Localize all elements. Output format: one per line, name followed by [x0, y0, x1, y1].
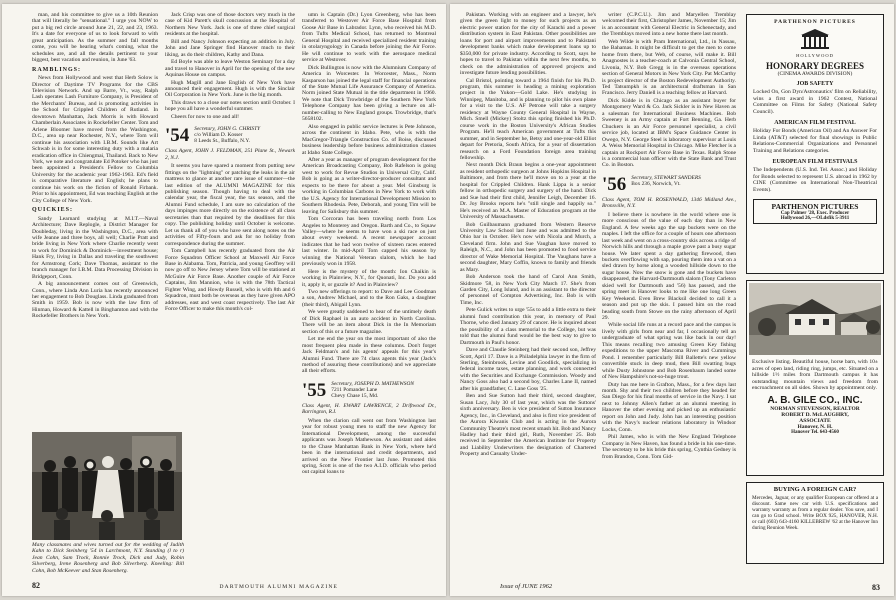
agent-56: Class Agent, TOM H. ROSENWALD: [602, 196, 687, 203]
address-55-2: Chevy Chase 15, Md.: [331, 392, 379, 399]
magazine-name: DARTMOUTH ALUMNI MAGAZINE: [219, 584, 339, 590]
photo-caption: Many classmates and wives turned out for the wedding of Judith Kahn to Dick Steinberg '54 in Larchmont, N.Y. Standing (l to r) Jean Cohn, Sam Trock, Ronnie Trock, Dick and Judy, Robin Silverberg, Irene Rosenberg and Bob Silverberg. Kneeling: Bill Cohn, Bob McKeever and Stan Rosenberg.: [32, 542, 184, 574]
column-paragraph: Ben and Sue Sutton had their third, second daughter, Susan Lacy, July 30 of last year, which was the Suttons' sixth anniversary. Ben is vice president of Sutton Insurance Agency, Inc., in Cleveland, and also is first vice president of the Aurora Kiwanis Club and is acting in the Aurora Community Theatre's most recent smash hit. Bob and Nancy Hadley had their third girl, Ruth, November 25. Bob received in September the American Institute for Property and Liability Underwriters the designation of Chartered Property and Casualty Under-: [460, 393, 596, 458]
column-paragraph: A big announcement comes out of Greenwich, Conn., where Linda Ann Luria has recently announced her engagement to Bob Douglass. Linda graduated from Smith in 1959. Bob is now with the law firm of Hinman, Howard & Kattell in Binghamton and with the Rockefeller Brothers in New York.: [32, 281, 158, 320]
gile-address: Hanover, N. H.: [797, 423, 833, 430]
column-paragraph: Let me end the year on the most important of also the most frequent plea made in these columns. Don't forget Jack Feldman's and his agents' appeals for this year's Alumni Fund. There are 74 class agents this year (Jack's method of assuring these contributions) and we appreciate all their efforts.: [302, 336, 436, 375]
agent-55-addr: 2 Driftwood Dr., Barrington, R.I.: [302, 402, 436, 416]
right-col-2: writer (C.P.C.U.). Jim and Maryellen Tremblay welcomed their first, Christopher James, November 15; Jim is an accountant with General Electric in Schenectady, and the Tremblays moved into a new home there last month. Web Wilde is with Pram International, Ltd., in Nassau, the Bahamas. It might be difficult to get the men to come home from there, but Web, of course, will make it. Bill Anagnostes is a teacher-coach at Calvonia Central School, Livonia, N.Y. Bob Gregg is in the overseas operations section of General Motors in New York City. Pat McCarthy is project director of the Boston Redevelopment Authority. Ted Tatsumpkh is an architectural draftsman in San Francisco. Jerry Daniell is a teaching fellow at Harvard. Dick Kidde is in Chicago as an assistant buyer for Montgomery Ward & Co. Jack Sickler is in New Haven as a salesman for International Business Machines. Bob Sweeney is an Army captain at Fort Benning, Ga. Herb Chuckers is an Air Force personnel specialist, a civil service job, located at IBM's Space Guidance Center in Owego, N.Y. George Steel is laboratory supervisor at Louis A. Weiss Memorial Hospital in Chicago. Mike Fletcher is a captain at Rockport Air Force Base in Texas. Ralph Stone is a commercial loan officer with the State Bank and Trust Co. in Boston. '56 Secretary, STEWART SANDERS Box 236, Norwich, Vt. Class Agent, TOM H. ROSENWALD, 1346 Midland Ave., Bronxville, N.Y. I believe there is nowhere in the world where one is more conscious of the value of each day than in New England. A few weeks ago the sap buckets were on the maples. I left the office for a couple of hours one afternoon last week and went on a cross-country skis across a ridge of Norwich hills and through a maple grove past a busy sugar house. We later spent a day gathering firewood, then buckets overflowing with sap, pouring them into a vat on a sled drawn by horse along a wooded hillside down to the sugar house. Now the snow is gone and the buckets have disappeared, the Harvard-Dartmouth slalom (Tony Carleton skied well for Dartmouth and '56) has passed, and the spring meet in Hanover looks to me like one long Green Key Weekend. Even Brew Blacksil decided to call it a season and put up the skis. I passed him on the road heading south from Stowe on the rainy afternoon of April 29. While social life runs at a record pace and the campus is lively with girls from near and far, I occasionally tell an undergraduate of what spring was like back in our day! This means recalling two amusing Green Key fishing expeditions to the upper Mascoma River and Cummings Pond. I remember particularly Bill Ballette's new yellow convertible stuck in deep mud, then Bill swatting bugs while Dusty Johnstone and Bob Rosenbaum landed some of New Hampshire's not-so-huge trout. Duty has me here in Grafton, Mass., for a few days last month. Shy and their two children before they headed for San Diego for his final months of service in the Navy. I sat next to Johnny Allen's father at an alumni meeting in Hanover the other evening and picked up an enthusiastic report on John and Judy. John has an interesting position with the Navy's nuclear relations laboratory in Windsor Locks, Conn. Phil James, who is with the New England Telephone Company in New Haven, has found a bride in his one-time. The secretary to be his bride this spring, Cynthia Gedney is from Brandon, Conn. Tom Gid-: [602, 12, 736, 460]
foreign-car-ad: [746, 482, 884, 564]
column-paragraph: Cheers for now to one and all!: [171, 113, 240, 120]
column-paragraph: Dick Bullington is now with the Alumnium Company of America in Worcester. In Worcester, Mass., Norm Kasparson has joined the legal staff for financial operations of the State Mutual Life Assurance Company of America. Norm joined State Mutual in the title department in 1960. We note that Dick Trowbridge of the Southern New York Telephone Company has been giving a lecture on all-number-calling to New England groups. Trowbridge, that's 5658102.: [302, 64, 436, 123]
column-paragraph: Two new offerings to report: to Dave and Lee Goodman a son, Andrew Michael, and to the Ron Gaks, a daughter (their third), Abigail Lynn.: [302, 289, 436, 308]
column-paragraph: When the clarion call went out from Washington last year for robust young men to staff the new Agency for International Development, among the successful applicants was Joseph Mathewson. As assistant and aides to the Chase Manhattan Bank in New York, where he'd been in the international and credit departments, and arrived on the New Frontier last June. Promoted this spring, Scott is one of the two A.I.D. officials who period out capital loans to: [302, 417, 436, 476]
column-paragraph: I believe there is nowhere in the world where one is more conscious of the value of each day than in New England. A few weeks ago the sap buckets were on the maples. I left the office for a couple of hours one afternoon last week and went on a cross-country skis across a ridge of Norwich hills and through a maple grove past a busy sugar house. We later spent a day gathering firewood, then buckets overflowing with sap, pouring them into a vat on a sled drawn by horse along a wooded hillside down to the sugar house. Now the snow is gone and the buckets have disappeared, the Harvard-Dartmouth slalom (Tony Carleton skied well for Dartmouth and '56) has passed, and the spring meet in Hanover looks to me like one long Green Key Weekend. Even Brew Blacksil decided to call it a season and put up the skis. I passed him on the road heading south from Stowe on the rainy afternoon of April 29.: [602, 211, 736, 322]
job-safety-heading: JOB SAFETY: [796, 81, 834, 87]
class-year-56: '56: [602, 173, 627, 195]
gile-associate-name: ROBERT D. McLAUGHRY,: [781, 411, 849, 418]
parthenon-contact-line2: Hollywood 26,—OLdsfik 5-3911: [780, 216, 850, 221]
address-54-2: 8 Leeds St., Buffalo, N.Y.: [194, 138, 250, 145]
column-paragraph: After a year as manager of program development for the American Broadcasting Company, Bob Rafelson is going west to work for Revue Studios in Universal City, Calif. Bob is going as a writer-director-producer consultant and expects to be there for about a year. Mel Ginsburg is working in Columbian Carbons in New York to work with the U.S. Agency for International Development Mission to Southern Rhodesia. Pete, Deborah, and young Tim will be leaving for Salisbury this summer.: [302, 156, 436, 215]
wedding-photo: [32, 432, 182, 540]
column-paragraph: We were greatly saddened to hear of the untimely death of Dick Raphael in an auto accident in North Carolina. There will be an item about Dick in the In Memoriam section of this or a future magazine.: [302, 309, 436, 335]
column-paragraph: It seems you have spared a moment from putting new fittings on the "lightning" or patching the leaks in the air mattress to glance at another rare issue of summer—the last edition of the ALUMNI MAGAZINE for this publishing season. Though having to deal with the calendar year, the fiscal year, the tax season, and the Alumni Fund schedule, I am sure no calculation of the days impinges more directly on the existence of all class secretaries than that required by the deadlines for this copy. The publishing holiday until October is welcome. Let us thank all of you who have sent along notes on the activities of Fifty-fours and ask for no holiday from correspondence during the summer.: [165, 163, 295, 247]
parthenon-logo-icon: [798, 27, 832, 51]
american-festival-text: Holiday For Bonds (American Oil) and An Answer For Linda (AT&T) selected for final showings in Public Relations-Commercial Organizations and Personnel Training and Relations categories.: [753, 128, 877, 154]
address-56-1: Box 236, Norwich, Vt.: [631, 180, 681, 187]
column-paragraph: Pete Gulick writes to urge '55s to add a little extra to their alumni fund contribution this year, in memory of Paul Thorne, who died January 29 of cancer. He is inquired about the possibility of a class memorial to the College, but was told that the alumni fund would be the best way to give to Dartmouth in Paul's honor.: [460, 307, 596, 346]
left-col-3: umn is Captain (Dr.) Lyon Greenberg, who has been transferred to Westover Air Force Base Hospital from Goose Air Base in Labrador. Lynn, who received his M.D. from Tufts Medical School, has returned to Montreal General Hospital and received specialized resident training in otolaryngology in Canada before joining the Air Force. He will continue to work with the aerospace medical service at Westover. Dick Bullington is now with the Alumnium Company of America in Worcester. In Worcester, Mass., Norm Kasparson has joined the legal staff for financial operations of the State Mutual Life Assurance Company of America. Norm joined State Mutual in the title department in 1960. We note that Dick Trowbridge of the Southern New York Telephone Company has been giving a lecture on all-number-calling to New England groups. Trowbridge, that's 5658102. Also engaged in public service lectures is Pete Johnson, across the continent in Idaho. Pete, who is with the MacGregor-Triangle Construction Co. of Boise, discussed business leadership before business administration classes at Idaho State College. After a year as manager of program development for the American Broadcasting Company, Bob Rafelson is going west to work for Revue Studios in Universal City, Calif. Bob is going as a writer-director-producer consultant and expects to be there for about a year. Mel Ginsburg is working in Columbian Carbons in New York to work with the U.S. Agency for International Development Mission to Southern Rhodesia. Pete, Deborah, and young Tim will be leaving for Salisbury this summer. Tom Corcoran has been traveling north from Los Angeles to Monterey and Oregon. Barth and Co., to Squaw Valley—where he seems to have won a ski race on just about every weekend. A recent newspaper account indicates that he had won twelve of sixteen races entered last winter. In mid-April Tom capped his season by winning the National Veteran slalom, which he had previously won in 1958. Here is the mystery of the month: Ion Chaikin is working in Plainview, N.Y., for Quonati, Inc. Do you add it, apply it, or guzzle it? And in Plainview? Two new offerings to report: to Dave and Lee Goodman a son, Andrew Michael, and to the Ron Gaks, a daughter (their third), Abigail Lynn. We were greatly saddened to hear of the untimely death of Dick Raphael in an auto accident in North Carolina. There will be an item about Dick in the In Memoriam section of this or a future magazine. Let me end the year on the most important of also the most frequent plea made in these columns. Don't forget Jack Feldman's and his agents' appeals for this year's Alumni Fund. There are 74 class agents this year (Jack's method of assuring these contributions) and we appreciate all their efforts. '55 Secretary, JOSEPH D. MATHEWSON 7211 Pomander Lane Chevy Chase 15, Md. Class Agent, H. EWART LAWRENCE, 2 Driftwood Dr., Barrington, R.I. When the clarion call went out from Washington last year for robust young men to staff the new Agency for International Development, among the successful applicants was Joseph Mathewson. As assistant and aides to the Chase Manhattan Bank in New York, where he'd been in the international and credit departments, and arrived on the New Frontier last June. Promoted this spring, Scott is one of the two A.I.D. officials who period out capital loans to: [302, 12, 436, 476]
column-paragraph: Bob Anderson took the hand of Carol Ann Smith, Skidmore '58, in New York City March 17. She's from Garden City, Long Island, and is an assistant to the director of personnel of Compton Advertising, Inc. Bob is with Time, Inc.: [460, 274, 596, 306]
column-paragraph: News from Hollywood and west that Herb Solow is Director of Daytime TV Programs for the CBS Television Network. And up Barre, Vt., way, Ralph Lash operates Lash Furniture Company, is President of the Merchants' Bureau, and is promoting activities in the School for Crippled Children of Rutland. In downtown Manhattan, Jack Morris is with Howard Chamberlain Associates in Rockefeller Center. Tom and Arlene Bloomer have moved from the Washington, D.C., area up near Rochester, N.Y., where Tom will continue his association with I.B.M. Sounds like Art Schwab is in for some interesting duty with a malaria eradication office in Chiengmai, Thailand. Back to New York, we note and congratulate Ed Potoker who has just been appointed a President's Fellow to Columbia University for the academic year 1962-1963. Ed's field is comparative literature and English; he plans to continue his work on the fiction of Ronald Firbank. Prior to his appointment, Ed was teaching English at the City College of New York.: [32, 75, 158, 204]
column-paragraph: Hugh Magill and Jane English of New York have announced their engagement. Hugh is with the Sinclair Oil Corporation in New York. June is the big month.: [165, 79, 295, 99]
secretary-54: Secretary, JOHN G. CHRISTY: [194, 126, 261, 133]
column-paragraph: Dave and Claudie Steinberg had their second son, Jeffrey Scott, April 17. Dave is a Philadelphia lawyer in the firm of Sterling, Steinbrook, Levine and Goodlick, specializing in federal income taxes, estate planning, and work connected with the Securities and Exchange Commission. Woody and Nancy Goss also had a second boy, Charles Lane II, named after his grandfather, C. Lane Goss '25.: [460, 347, 596, 392]
parthenon-brand: PARTHENON PICTURES: [774, 19, 856, 25]
class-56-header: [602, 175, 736, 194]
gile-phone: Hanover Tel. 643-4560: [791, 429, 839, 435]
foreign-car-heading: BUYING A FOREIGN CAR?: [773, 486, 857, 493]
gile-associate-title: ASSOCIATE: [799, 417, 831, 424]
cinema-awards-subhead: (CINEMA AWARDS DIVISION): [777, 71, 853, 77]
european-festival-text: The Independents (U.S. Ind. Tel. Assoc.) and Holiday for Bonds selected to represent U.S. abroad in 1962 by CINE (Committee on International Non-Theatrical Events).: [753, 167, 877, 193]
gile-listing-text: Exclusive listing. Beautiful house, horse barn, with 10± acres of open land, riding ring, jumps, etc. Situated on a hillside 1½ miles from Dartmouth campus it has outstanding mountain views and freedom from encroachment on all sides. Shown by appointment only.: [752, 359, 878, 391]
address-54-1: c/o William D. Kosser: [194, 132, 243, 139]
column-paragraph: Also engaged in public service lectures is Pete Johnson, across the continent in Idaho. Pete, who is with the MacGregor-Triangle Construction Co. of Boise, discussed business leadership before business administration classes at Idaho State College.: [302, 123, 436, 156]
class-year-55: '55: [302, 379, 327, 401]
agent-54: Class Agent, JOHN J. FELDMAN: [165, 148, 242, 155]
column-paragraph: man, and his committee to give us a 10th Reunion that will literally be "sensational." I urge you NOW to put a big red circle around June 21, 22, and 23, 1963. It's a date for everyone of us to look forward to with great anticipation. As the summer and fall months come, you will be hearing what's coming, what the schedules are, and all the details pertinent to your biggest, best vacation and reunion, in June '63.: [32, 12, 158, 64]
column-paragraph: Dick Kidde is in Chicago as an assistant buyer for Montgomery Ward & Co. Jack Sickler is in New Haven as a salesman for International Business Machines. Bob Sweeney is an Army captain at Fort Benning, Ga. Herb Chuckers is an Air Force personnel specialist, a civil service job, located at IBM's Space Guidance Center in Owego, N.Y. George Steel is laboratory supervisor at Louis A. Weiss Memorial Hospital in Chicago. Mike Fletcher is a captain at Rockport Air Force Base in Texas. Ralph Stone is a commercial loan officer with the State Bank and Trust Co. in Boston.: [602, 97, 736, 169]
column-paragraph: Here is the mystery of the month: Ion Chaikin is working in Plainview, N.Y., for Quonati, Inc. Do you add it, apply it, or guzzle it? And in Plainview?: [302, 268, 436, 288]
column-paragraph: Cal Bristol, pointing toward a 1964 finish for his Ph.D. program, this summer is heading a mining exploration project in the Yukon—Gold Lake. He's studying in Winnipeg, Manitoba, and is planning to pilot his own plane for a visit to the U.S. AF Petrone will take a surgery residency at Wayne County General Hospital in Wayne, Mich. Smell (Mickey) Stoltz this spring finished his Ph.D. course work in the Boston University's African Studies Program. He'll teach American government at Tufts this summer, and in September he, Betsy and one-year-old Elliot depart for Pretoria, South Africa, for a year of dissertation research on a Ford Foundation foreign area training fellowship.: [460, 77, 596, 161]
ramblings-heading: RAMBLINGS:: [32, 66, 82, 73]
right-col-1: [460, 12, 596, 572]
left-col-1: [32, 12, 158, 430]
column-paragraph: Tom Campbell has recently graduated from the Air Force Squadron Officer School at Maxwell Air Force Base in Alabama. Tom, Patricia, and young Geoffrey will now go off to New Jersey where Tom will be stationed at McGuire Air Force Base. Another couple of Air Force Captains, Jim Mannion, who is with the 78th Tactical Fighter Wing, and Howdy Russell, who is with 8th and 6 Squadron, must both be overseas as they have given APO addresses, east and west coast respectively. The last Air Force Officer to make this month's col-: [165, 248, 295, 313]
class-55-header: [302, 381, 436, 400]
wedding-photo-image: [32, 432, 182, 540]
agent-56-addr: 1346 Midland Ave., Bronxville, N.Y.: [602, 196, 736, 210]
class-year-54: '54: [165, 125, 190, 147]
column-paragraph: Ed Boyle was able to leave Weston Seminary for a day and travel to Hanover in April for the opening of the new Aquinas House on campus.: [165, 59, 295, 79]
secretary-56: Secretary, STEWART SANDERS: [631, 174, 701, 181]
address-55-1: 7211 Pomander Lane: [331, 386, 378, 393]
column-paragraph: Phil James, who is with the New England Telephone Company in New Haven, has found a bride in his one-time. The secretary to be his bride this spring, Cynthia Gedney is from Brandon, Conn. Tom Gid-: [602, 434, 736, 460]
column-paragraph: Sandy Learnard studying at M.I.T.—Naval Architecture; Dave Replogle, a District Manager for Doubleday, living in the Washington, D.C., area with wife Jeanne and three boys, all well; Charlie Pratt and bride living in New York where Charlie recently went to work for Dominick & Dominick—investment house; Hank Fry, living in Dallas and traveling the southwest for Armstrong Cork; Dave Thomas, assistant to the branch manager for I.B.M. Data Processing Division in Bridgeport, Conn.: [32, 215, 158, 280]
left-footer: [32, 581, 436, 590]
right-page: [450, 4, 894, 596]
class-54-header: [165, 126, 295, 145]
left-page: [2, 4, 446, 596]
parthenon-contact-title: PARTHENON PICTURES: [771, 202, 859, 211]
column-paragraph: While social life runs at a record pace and the campus is lively with girls from near and far, I occasionally tell an undergraduate of what spring was like back in our day! This means recalling two amusing Green Key fishing expeditions to the upper Mascoma River and Cummings Pond. I remember particularly Bill Ballette's new yellow convertible stuck in deep mud, then Bill swatting bugs while Dusty Johnstone and Bob Rosenbaum landed some of New Hampshire's not-so-huge trout.: [602, 322, 736, 381]
foreign-car-text: Mercedes, Jaguar, or any qualifier European car offered at a discount. Same new car with U.S. specifications and warranty warranty as from a regular dealer. You save, and I can go to Grad school. Write BOX 925, HANOVER, N.H. or call (603) 643-4160 KILLEBREW '62 at the Hanover Inn during Reunion Week.: [752, 495, 878, 532]
column-paragraph: Duty has me here in Grafton, Mass., for a few days last month. Shy and their two children before they headed for San Diego for his final months of service in the Navy. I sat next to Johnny Allen's father at an alumni meeting in Hanover the other evening and picked up an enthusiastic report on John and Judy. John has an interesting position with the Navy's nuclear relations laboratory in Windsor Locks, Conn.: [602, 381, 736, 433]
parthenon-ad: [746, 14, 884, 274]
column-paragraph: Bill and Nancy Johnson expecting an addition in July. John and Jane Springer find Hanover much to their liking, as do their children, Kathy and Dana.: [165, 38, 295, 58]
european-festival-heading: EUROPEAN FILM FESTIVALS: [772, 159, 858, 165]
parthenon-contact-box: [753, 199, 877, 224]
agent-55: Class Agent, H. EWART LAWRENCE: [302, 402, 392, 409]
right-footer: [460, 583, 884, 590]
job-safety-text: Locked On, Gon Dyn/Astronautics' film on Reliability, wins a first award in 1962 Contest, National Committee on Films for Safety (National Safety Council).: [753, 89, 877, 115]
column-paragraph: Next month Dick Braun begins a one-year appointment as resident orthopedic surgeon at Johns Hopkins Hospital in Baltimore, and from there he'll move on to a year at the hospital for Crippled Children. Hank Lippa is a senior fellow in orthopedic surgery and surgery of the hand. Dick and Sue had their first child, Jennifer Leigh, December 16. Dr. Joy Brooks reports he's "still single and happily so." He's received an M.A. Master of Education program at the University of Massachusetts.: [460, 162, 596, 221]
secretary-55: Secretary, JOSEPH D. MATHEWSON: [331, 380, 414, 387]
honorary-degrees-heading: HONORARY DEGREES: [765, 61, 865, 71]
column-paragraph: Tom Corcoran has been traveling north from Los Angeles to Monterey and Oregon. Barth and Co., to Squaw Valley—where he seems to have won a ski race on just about every weekend. A recent newspaper account indicates that he had won twelve of sixteen races entered last winter. In mid-April Tom capped his season by winning the National Veteran slalom, which he had previously won in 1958.: [302, 216, 436, 268]
left-col-2: Jack Crisp was one of those doctors very much in the case of Kid Parett's skull concussion at the Hospital of Northern New York. Jack is one of three chief surgical residents at the hospital. Bill and Nancy Johnson expecting an addition in July. John and Jane Springer find Hanover much to their liking, as do their children, Kathy and Dana. Ed Boyle was able to leave Weston Seminary for a day and travel to Hanover in April for the opening of the new Aquinas House on campus. Hugh Magill and Jane English of New York have announced their engagement. Hugh is with the Sinclair Oil Corporation in New York. June is the big month. This draws to a close our notes section until October. I hope you all have a wonderful summer. Cheers for now to one and all! '54 Secretary, JOHN G. CHRISTY c/o William D. Kosser 8 Leeds St., Buffalo, N.Y. Class Agent, JOHN J. FELDMAN, 251 Plane St., Newark 2, N.J. It seems you have spared a moment from putting new fittings on the "lightning" or patching the leaks in the air mattress to glance at another rare issue of summer—the last edition of the ALUMNI MAGAZINE for this publishing season. Though having to deal with the calendar year, the fiscal year, the tax season, and the Alumni Fund schedule, I am sure no calculation of the days impinges more directly on the existence of all class secretaries than that required by the deadlines for this copy. The publishing holiday until October is welcome. Let us thank all of you who have sent along notes on the activities of Fifty-fours and ask for no holiday from correspondence during the summer. Tom Campbell has recently graduated from the Air Force Squadron Officer School at Maxwell Air Force Base in Alabama. Tom, Patricia, and young Geoffrey will now go off to New Jersey where Tom will be stationed at McGuire Air Force Base. Another couple of Air Force Captains, Jim Mannion, who is with the 78th Tactical Fighter Wing, and Howdy Russell, who is with 8th and 6 Squadron, must both be overseas as they have given APO addresses, east and west coast respectively. The last Air Force Officer to make this month's col-: [165, 12, 295, 313]
column-paragraph: Web Wilde is with Pram International, Ltd., in Nassau, the Bahamas. It might be difficult to get the men to come home from there, but Web, of course, will make it. Bill Anagnostes is a teacher-coach at Calvonia Central School, Livonia, N.Y. Bob Gregg is in the overseas operations section of General Motors in New York City. Pat McCarthy is project director of the Boston Redevelopment Authority. Ted Tatsumpkh is an architectural draftsman in San Francisco. Jerry Daniell is a teaching fellow at Harvard.: [602, 38, 736, 97]
parthenon-contact-line1: Cap Palmer '28, Exec. Producer: [780, 211, 850, 216]
gile-realtor: NORMAN STEVENSON, REALTOR: [770, 405, 860, 412]
column-paragraph: Jack Crisp was one of those doctors very much in the case of Kid Parett's skull concussion at the Hospital of Northern New York. Jack is one of three chief surgical residents at the hospital.: [165, 12, 295, 38]
column-paragraph: Bob Guilbaumann graduated from Western Reserve University Law School last June and was admitted to the Ohio bar in October. He's now with Nicola and Murch, a Cleveland firm. John and Sue Vaughan have moved to Raleigh, N.C., and John has been promoted to food service director of Wake Memorial Hospital. The Vaughans have a second daughter, Mary Coffin, known to family and friends as Mary.: [460, 221, 596, 273]
gile-company: A. B. GILE CO., INC.: [767, 394, 863, 406]
issue-date: Issue of JUNE 1962: [500, 583, 553, 590]
column-paragraph: Pakistan. Working with an engineer and a lawyer, he's given the green light to money for such projects as an electric power station for the city of Karachi and a power distribution system in East Pakistan. Other possibilities are loans for port and airport improvements and to Pakistani development banks which make development loans up to $350,000 for private industry. According to Scott, says he hopes to travel to Pakistan within the next few months, to check on the administration of approved projects and investigate future lending possibilities.: [460, 12, 596, 77]
gile-ad: [746, 280, 884, 476]
page-number-left: 82: [32, 581, 40, 590]
column-paragraph: umn is Captain (Dr.) Lyon Greenberg, who has been transferred to Westover Air Force Base Hospital from Goose Air Base in Labrador. Lynn, who received his M.D. from Tufts Medical School, has returned to Montreal General Hospital and received specialized resident training in otolaryngology in Canada before joining the Air Force. He will continue to work with the aerospace medical service at Westover.: [302, 12, 436, 64]
agent-54-addr: 251 Plane St., Newark 2, N.J.: [165, 148, 295, 161]
column-paragraph: This draws to a close our notes section until October. I hope you all have a wonderful summer.: [165, 99, 295, 113]
american-festival-heading: AMERICAN FILM FESTIVAL: [774, 120, 856, 126]
column-paragraph: writer (C.P.C.U.). Jim and Maryellen Tremblay welcomed their first, Christopher James, November 15; Jim is an accountant with General Electric in Schenectady, and the Tremblays moved into a new home there last month.: [602, 12, 736, 38]
house-photo: [749, 283, 881, 355]
quickies-heading: QUICKIES:: [32, 207, 74, 214]
page-number-right: 83: [872, 583, 880, 592]
parthenon-brand-sub: HOLLYWOOD: [796, 53, 834, 58]
